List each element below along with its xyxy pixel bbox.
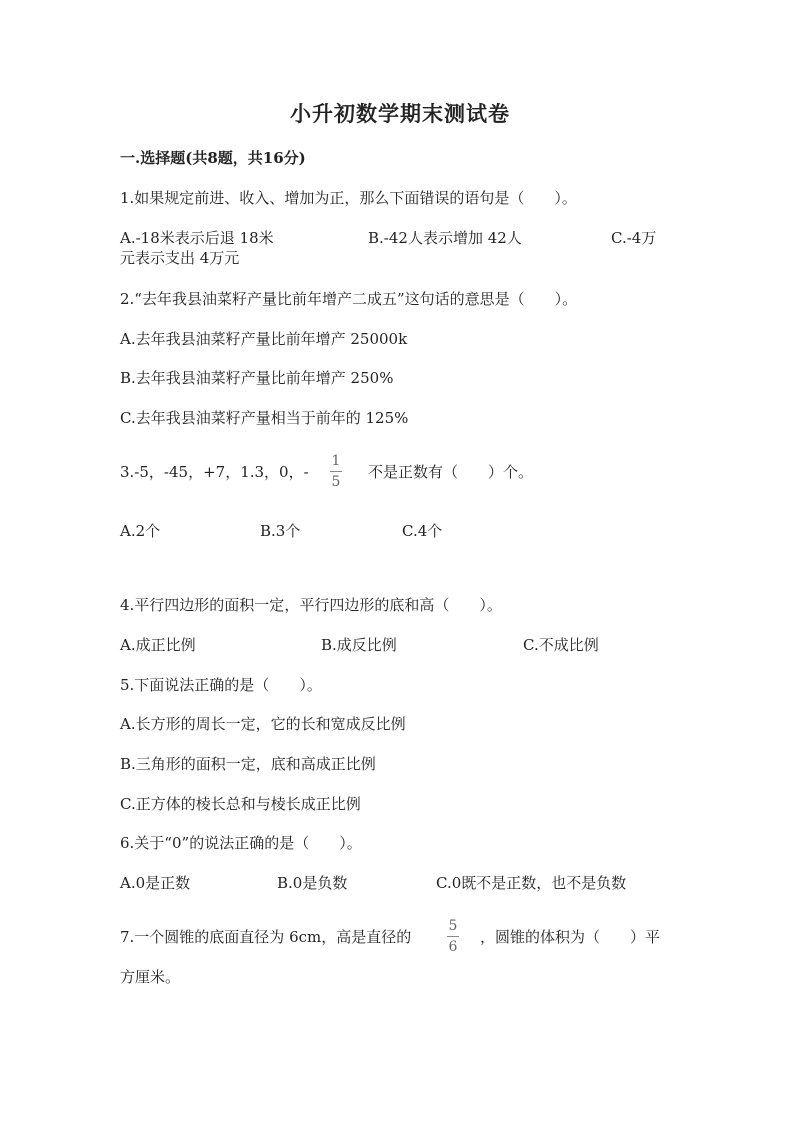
fraction-numerator: 1 [331, 453, 341, 469]
question-7-fraction [445, 918, 461, 955]
question-3-option-b: B.3个 [260, 522, 301, 540]
question-2-stem: 2.“去年我县油菜籽产量比前年增产二成五”这句话的意思是（ ）。 [120, 290, 578, 308]
question-6-option-a: A.0是正数 [120, 874, 191, 892]
question-2-option-c: C.去年我县油菜籽产量相当于前年的 125% [120, 409, 409, 427]
question-6-stem: 6.关于“0”的说法正确的是（ ）。 [120, 834, 362, 852]
question-4-option-b: B.成反比例 [321, 636, 397, 654]
fraction-bar [447, 936, 459, 937]
question-3-fraction [328, 453, 344, 490]
question-3-stem-prefix: 3.-5，-45，+7，1.3，0，- [120, 463, 309, 481]
fraction-denominator: 5 [331, 474, 341, 490]
question-1-option-c: C.-4万 [611, 229, 657, 247]
question-6-option-b: B.0是负数 [277, 874, 348, 892]
question-5-option-c: C.正方体的棱长总和与棱长成正比例 [120, 795, 361, 813]
fraction-denominator: 6 [448, 939, 458, 955]
fraction-bar [330, 471, 342, 472]
question-5-stem: 5.下面说法正确的是（ ）。 [120, 676, 322, 694]
question-4-option-c: C.不成比例 [523, 636, 599, 654]
question-6-option-c: C.0既不是正数，也不是负数 [436, 874, 627, 892]
question-1-stem: 1.如果规定前进、收入、增加为正，那么下面错误的语句是（ ）。 [120, 189, 577, 207]
question-1-option-a: A.-18米表示后退 18米 [120, 229, 274, 247]
question-3-option-c: C.4个 [402, 522, 443, 540]
question-3-option-a: A.2个 [120, 522, 161, 540]
question-2-option-b: B.去年我县油菜籽产量比前年增产 250% [120, 369, 394, 387]
question-2-option-a: A.去年我县油菜籽产量比前年增产 25000k [120, 330, 408, 348]
question-7-stem-prefix: 7.一个圆锥的底面直径为 6cm，高是直径的 [120, 928, 412, 946]
page-title: 小升初数学期末测试卷 [290, 101, 510, 126]
question-7-stem-continued: 方厘米。 [120, 968, 181, 986]
question-5-option-a: A.长方形的周长一定，它的长和宽成反比例 [120, 715, 406, 733]
section-heading: 一.选择题(共8题，共16分) [120, 149, 306, 167]
fraction-numerator: 5 [448, 918, 458, 934]
question-4-stem: 4.平行四边形的面积一定，平行四边形的底和高（ ）。 [120, 596, 502, 614]
question-1-option-b: B.-42人表示增加 42人 [368, 229, 522, 247]
question-1-option-c-continued: 元表示支出 4万元 [120, 249, 240, 267]
question-5-option-b: B.三角形的面积一定，底和高成正比例 [120, 755, 376, 773]
question-3-stem-suffix: 不是正数有（ ）个。 [368, 463, 534, 481]
question-7-stem-suffix: ，圆锥的体积为（ ）平 [480, 928, 661, 946]
question-4-option-a: A.成正比例 [120, 636, 196, 654]
